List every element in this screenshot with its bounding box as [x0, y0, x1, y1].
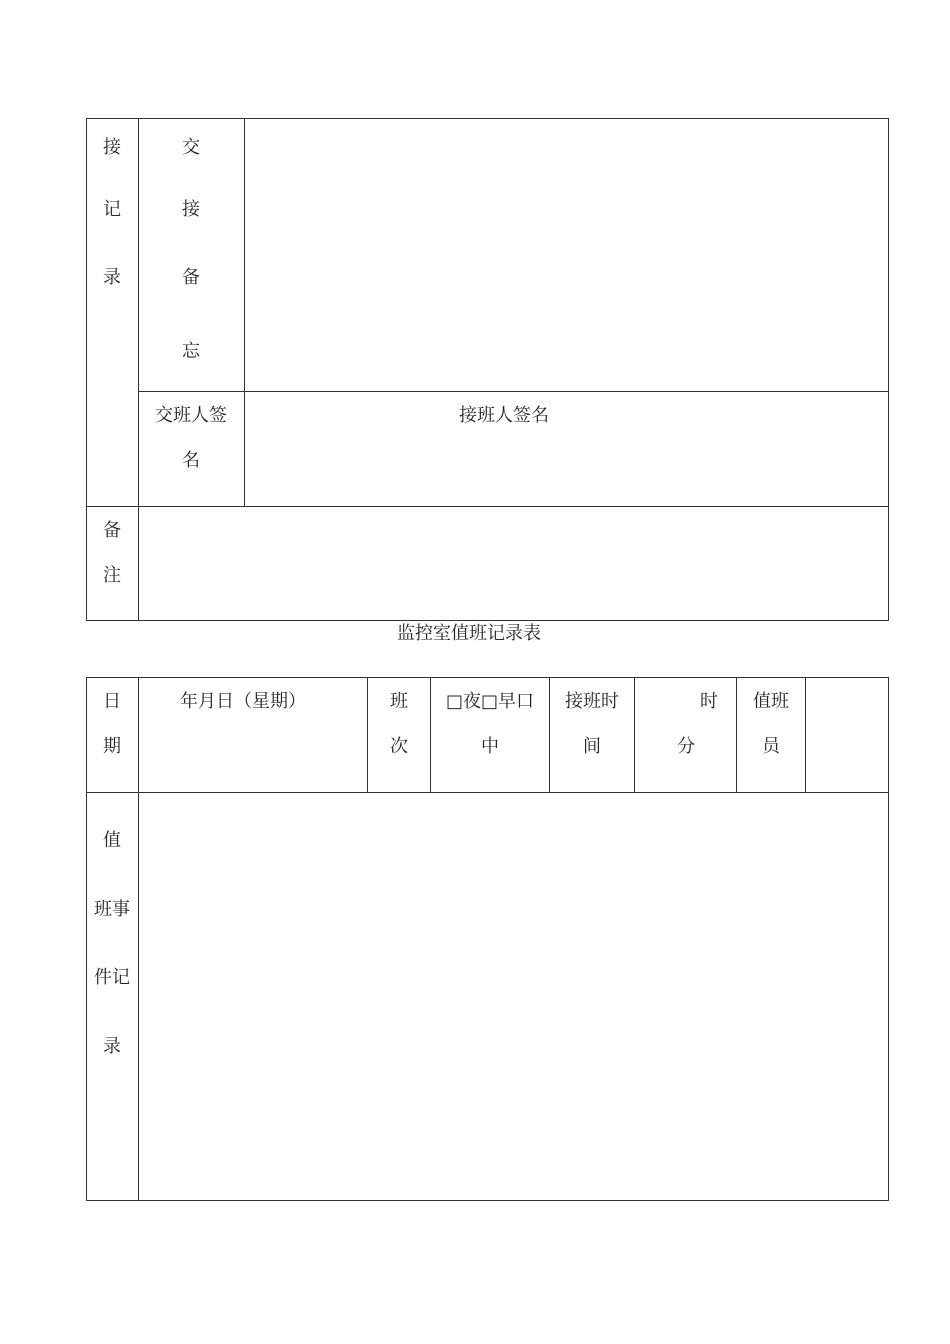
memo-label-1: 交 — [182, 137, 200, 158]
top-form-border-left — [86, 118, 87, 621]
time-hour-unit: 时 — [700, 691, 718, 712]
time-minute-unit: 分 — [677, 736, 695, 757]
event-record-label-1: 值 — [103, 830, 121, 851]
remarks-field[interactable] — [140, 508, 887, 619]
bottom-form-border-left — [86, 677, 87, 1201]
top-form-divider-memo — [138, 391, 889, 392]
handover-record-label-3: 录 — [103, 267, 121, 288]
memo-content-field[interactable] — [246, 120, 887, 390]
date-label-2: 期 — [103, 736, 121, 757]
duty-officer-label-2: 员 — [762, 736, 780, 757]
handover-time-label-2: 间 — [583, 736, 601, 757]
top-form-border-top — [86, 118, 889, 119]
event-record-label-2: 班事 — [94, 899, 130, 920]
event-record-field[interactable] — [140, 794, 887, 1199]
bottom-form-divider-col5 — [634, 677, 635, 793]
bottom-form-divider-col6 — [736, 677, 737, 793]
event-record-label-3: 件记 — [94, 967, 130, 988]
bottom-form-divider-header — [86, 792, 889, 793]
bottom-form-divider-col3 — [430, 677, 431, 793]
duty-officer-label-1: 值班 — [753, 691, 789, 712]
handover-record-label-2: 记 — [103, 199, 121, 220]
form-title: 监控室值班记录表 — [397, 623, 541, 644]
bottom-form-divider-col4 — [549, 677, 550, 793]
top-form-border-bottom — [86, 620, 889, 621]
date-label-1: 日 — [103, 691, 121, 712]
handover-time-label-1: 接班时 — [565, 691, 619, 712]
bottom-form-divider-col2 — [367, 677, 368, 793]
top-form-divider-remarks — [86, 506, 889, 507]
top-form-divider-col1 — [138, 118, 139, 621]
duty-officer-field[interactable] — [807, 679, 887, 791]
shift-label-1: 班 — [390, 691, 408, 712]
handover-record-label-1: 接 — [103, 137, 121, 158]
remarks-label-2: 注 — [103, 565, 121, 586]
shift-options-middle: 中 — [481, 736, 499, 757]
bottom-form-divider-col7 — [805, 677, 806, 793]
shift-label-2: 次 — [390, 736, 408, 757]
bottom-form-border-right — [888, 677, 889, 1201]
memo-label-4: 忘 — [182, 341, 200, 362]
handover-signature-label-2: 名 — [182, 450, 200, 471]
date-value-field[interactable]: 年月日（星期） — [180, 691, 306, 712]
bottom-form-divider-col1 — [138, 677, 139, 1201]
bottom-form-border-bottom — [86, 1200, 889, 1201]
receiver-signature-label: 接班人签名 — [459, 405, 549, 426]
memo-label-2: 接 — [182, 199, 200, 220]
event-record-label-4: 录 — [103, 1036, 121, 1057]
shift-options-checkboxes[interactable]: □夜□早口 — [445, 691, 535, 712]
bottom-form-border-top — [86, 677, 889, 678]
top-form-divider-col2 — [244, 118, 245, 507]
top-form-border-right — [888, 118, 889, 621]
handover-signature-label-1: 交班人签 — [155, 405, 227, 426]
remarks-label-1: 备 — [103, 520, 121, 541]
memo-label-3: 备 — [182, 267, 200, 288]
